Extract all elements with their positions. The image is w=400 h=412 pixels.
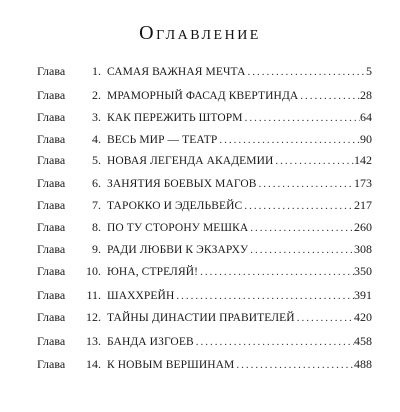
page-number: 308 (354, 242, 372, 256)
chapter-number: 10 . (73, 263, 101, 279)
chapter-title: ТАЙНЫ ДИНАСТИИ ПРАВИТЕЛЕЙ (107, 312, 295, 324)
chapter-label: Глава (37, 220, 66, 234)
dot-leader (248, 220, 354, 236)
chapter-title: К НОВЫМ ВЕРШИНАМ (107, 359, 235, 371)
chapter-label: Глава (37, 334, 66, 348)
chapter-label: Глава (37, 242, 66, 256)
chapter-title: НОВАЯ ЛЕГЕНДА АКАДЕМИИ (107, 155, 274, 167)
chapter-title: БАНДА ИЗГОЕВ (107, 336, 194, 348)
page-number: 28 (360, 88, 372, 102)
entry-line (107, 197, 372, 214)
entry-line (107, 109, 372, 126)
chapter-title: ЗАНЯТИЯ БОЕВЫХ МАГОВ (107, 178, 257, 190)
chapter-number: 9 . (73, 241, 101, 257)
chapter-number: 3 . (73, 109, 101, 125)
dot-leader (217, 132, 360, 148)
chapter-label: Глава (37, 88, 66, 102)
page-number: 64 (360, 110, 372, 124)
toc-entry[interactable] (37, 219, 372, 235)
toc-entry[interactable] (37, 356, 372, 372)
toc-entry[interactable] (37, 333, 372, 349)
chapter-label: Глава (37, 288, 66, 302)
chapter-number: 13 . (73, 333, 101, 349)
page-number: 217 (354, 198, 372, 212)
chapter-number: 8 . (73, 219, 101, 235)
chapter-label: Глава (37, 310, 66, 324)
entry-line (107, 152, 372, 169)
toc-entry[interactable] (37, 263, 372, 279)
entry-line (107, 219, 372, 236)
chapter-label: Глава (37, 110, 66, 124)
chapter-number: 14 . (73, 356, 101, 372)
entry-line (107, 63, 372, 80)
toc-entry[interactable] (37, 152, 372, 168)
chapter-number: 2 . (73, 87, 101, 103)
chapter-label: Глава (37, 132, 66, 146)
toc-title: Оглавление (139, 22, 261, 44)
chapter-number: 11 . (73, 287, 101, 303)
chapter-number: 1 . (73, 63, 101, 79)
entry-line (107, 241, 372, 258)
page-number: 173 (354, 176, 372, 190)
page-number: 391 (354, 288, 372, 302)
entry-line (107, 356, 372, 373)
toc-entry[interactable] (37, 109, 372, 125)
entry-line (107, 287, 372, 304)
chapter-title: КАК ПЕРЕЖИТЬ ШТОРМ (107, 112, 243, 124)
dot-leader (243, 110, 360, 126)
dot-leader (245, 64, 366, 80)
chapter-title: ШАХХРЕЙН (107, 290, 175, 302)
chapter-title: ПО ТУ СТОРОНУ МЕШКА (107, 222, 249, 234)
dot-leader (242, 198, 354, 214)
entry-line (107, 309, 372, 326)
chapter-number: 4 . (73, 131, 101, 147)
dot-leader (194, 334, 354, 350)
chapter-number: 5 . (73, 152, 101, 168)
page-number: 260 (354, 220, 372, 234)
chapter-number: 12 . (73, 309, 101, 325)
chapter-label: Глава (37, 198, 66, 212)
page-number: 488 (354, 357, 372, 371)
dot-leader (234, 357, 354, 373)
toc-entry[interactable] (37, 87, 372, 103)
chapter-label: Глава (37, 176, 66, 190)
toc-entry[interactable] (37, 309, 372, 325)
chapter-number: 7 . (73, 197, 101, 213)
dot-leader (257, 176, 354, 192)
toc-entry[interactable] (37, 241, 372, 257)
dot-leader (248, 242, 354, 258)
toc-entry[interactable] (37, 131, 372, 147)
dot-leader (295, 310, 354, 326)
entry-line (107, 333, 372, 350)
chapter-title: РАДИ ЛЮБВИ К ЭКЗАРХУ (107, 244, 249, 256)
dot-leader (298, 88, 360, 104)
chapter-title: ТАРОККО И ЭДЕЛЬВЕЙС (107, 200, 243, 212)
page-number: 5 (366, 64, 372, 78)
page-number: 350 (354, 264, 372, 278)
entry-line (107, 87, 372, 104)
dot-leader (273, 153, 354, 169)
page-number: 458 (354, 334, 372, 348)
toc-entry[interactable] (37, 63, 372, 79)
chapter-title: ВЕСЬ МИР — ТЕАТР (107, 134, 218, 146)
toc-entry[interactable] (37, 197, 372, 213)
entry-line (107, 263, 372, 280)
chapter-title: МРАМОРНЫЙ ФАСАД КВЕРТИНДА (107, 90, 299, 102)
toc-entry[interactable] (37, 175, 372, 191)
page-number: 420 (354, 310, 372, 324)
chapter-title: ЮНА, СТРЕЛЯЙ! (107, 266, 199, 278)
page-number: 90 (360, 132, 372, 146)
chapter-label: Глава (37, 357, 66, 371)
chapter-label: Глава (37, 264, 66, 278)
entry-line (107, 131, 372, 148)
chapter-title: САМАЯ ВАЖНАЯ МЕЧТА (107, 66, 246, 78)
dot-leader (174, 288, 354, 304)
dot-leader (198, 264, 354, 280)
page-number: 142 (354, 153, 372, 167)
toc-entry[interactable] (37, 287, 372, 303)
chapter-label: Глава (37, 64, 66, 78)
chapter-number: 6 . (73, 175, 101, 191)
entry-line (107, 175, 372, 192)
chapter-label: Глава (37, 153, 66, 167)
